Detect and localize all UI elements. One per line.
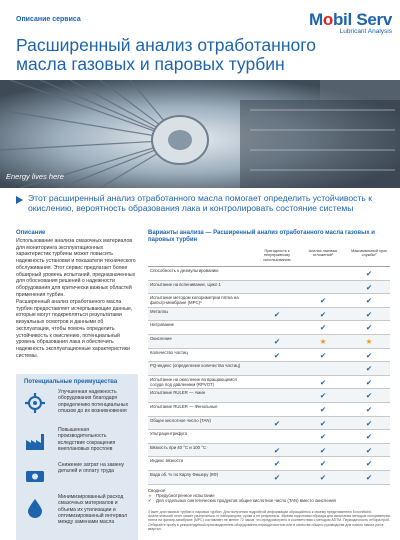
benefit-text: Минимизированный расход смазочных материалов и объема их утилизации и оптимизированный интервал между заменами масла xyxy=(58,494,128,526)
row-cell: ✔ xyxy=(273,445,281,455)
row-label: Металлы xyxy=(150,308,169,314)
table-row xyxy=(148,376,390,390)
row-cell: ✔ xyxy=(273,418,281,428)
row-label: Ультрацентрифуга xyxy=(150,431,188,437)
row-cell: ✔ xyxy=(365,282,373,292)
lead-arrow-icon xyxy=(16,196,23,204)
row-cell: ✔ xyxy=(273,309,281,319)
table-row xyxy=(148,308,390,322)
table-row xyxy=(148,362,390,376)
row-cell: ✔ xyxy=(319,323,327,333)
benefit-item xyxy=(16,427,138,465)
row-cell: ✔ xyxy=(319,404,327,414)
row-label: PQ-индекс (определение количества частиц) xyxy=(150,363,241,369)
tagline: Energy lives here xyxy=(6,172,64,181)
column-header: Пригодность к непрерывному использованию xyxy=(263,249,291,262)
column-header: Максимальный срок службы² xyxy=(351,249,387,258)
legend-check-text: Для отдельных синтетических продуктов общее кислотное число (TAN) вместо окисления xyxy=(156,498,336,504)
row-cell: ✔ xyxy=(319,445,327,455)
row-cell: ✔ xyxy=(319,432,327,442)
table-row xyxy=(148,457,390,471)
row-cell: ✔ xyxy=(365,418,373,428)
table-row xyxy=(148,267,390,281)
benefit-text: Улучшенная надежность оборудования благодаря определению потенциальных отказов до их возникновения xyxy=(58,389,129,414)
brand-suffix: Serv xyxy=(356,10,392,29)
table-row xyxy=(148,417,390,431)
benefit-text: Снижение затрат на замену деталей и оплату труда xyxy=(58,462,125,475)
row-cell: ✔ xyxy=(365,296,373,306)
description-heading: Описание xyxy=(16,230,46,236)
legend-check-row xyxy=(148,498,390,503)
star-icon: ★ xyxy=(148,493,152,499)
row-cell: ✔ xyxy=(365,404,373,414)
legend-heading: Сводное xyxy=(148,488,166,493)
row-cell: ✔ xyxy=(365,350,373,360)
legend xyxy=(148,488,390,504)
row-cell: ✔ xyxy=(319,472,327,482)
row-cell: ✔ xyxy=(319,391,327,401)
lead-text: Этот расширенный анализ отработанного масла помогает определить устойчивость к окислению, вероятность образования лака и контролировать состояние системы xyxy=(28,193,373,213)
row-cell: ★ xyxy=(365,336,373,346)
table-row xyxy=(148,430,390,444)
row-label: Общее кислотное число (TAN) xyxy=(150,417,211,423)
row-label: Окисление xyxy=(150,335,172,341)
money-icon xyxy=(24,465,46,487)
row-cell: ✔ xyxy=(319,418,327,428)
row-cell: ✔ xyxy=(319,350,327,360)
brand-prefix: Mobil xyxy=(308,10,352,29)
row-label: Нитрование xyxy=(150,322,175,328)
row-label: Испытание методом колориметрии пятна на фильтр-мембране (MPC)³ xyxy=(150,295,239,306)
row-cell: ✔ xyxy=(365,472,373,482)
table-header xyxy=(148,247,390,267)
row-label: Вязкость при 40 °C и 100 °C xyxy=(150,444,207,450)
table-row xyxy=(148,321,390,335)
footnotes: ¹Пакет для газовых турбин и паровых турбин. Для получения подробной информации обращайтесь к своему представителю ExxonMobil. Аналитический отчет может различаться от лаборатории, сроки и ее результаты. ²Время подготовки образца для испытания методом колориметрии пятна на фильтр-мембране (MPC) составляет не менее 72 часов, что предусмотрено в соответствии с методом ASTM. Периодичность отбора проб. Отбирайте пробу в рекомендуемой производителем оборудования периодичностью или в качестве общего руководства для нового масла раз в квартал. xyxy=(148,510,391,531)
table-row xyxy=(148,444,390,458)
benefit-text: Повышенная производительность вследствие сокращения внеплановых простоев xyxy=(58,427,116,452)
check-icon: ✔ xyxy=(148,498,152,504)
row-cell: ✔ xyxy=(365,391,373,401)
benefits-title: Потенциальные преимущества xyxy=(24,379,118,385)
row-cell: ✔ xyxy=(319,377,327,387)
row-label: Испытание на вспенивание, Цикл 1 xyxy=(150,281,221,287)
oil-drop-icon xyxy=(24,497,46,519)
row-cell: ✔ xyxy=(365,364,373,374)
row-cell: ✔ xyxy=(319,459,327,469)
row-cell: ✔ xyxy=(365,377,373,387)
brand-logo xyxy=(300,10,392,35)
row-cell: ✔ xyxy=(365,269,373,278)
legend-star-text: Предусмотренное испытание xyxy=(156,493,215,499)
benefits-panel xyxy=(16,374,138,540)
table-row xyxy=(148,335,390,349)
row-cell: ✔ xyxy=(273,336,281,346)
brand-subtitle: Lubricant Analysis xyxy=(339,28,392,35)
row-cell: ✔ xyxy=(273,472,281,482)
page-title: Расширенный анализ отработанного масла газовых и паровых турбин xyxy=(16,35,316,74)
analysis-table xyxy=(148,247,390,485)
row-cell: ✔ xyxy=(273,350,281,360)
row-label: Испытание на окисление во вращающемся сосуде под давлением (RPVOT) xyxy=(150,376,237,387)
service-label: Описание сервиса xyxy=(16,16,81,23)
row-cell: ✔ xyxy=(319,296,327,306)
row-label: Количество частиц xyxy=(150,349,188,355)
row-cell: ✔ xyxy=(365,459,373,469)
table-row xyxy=(148,281,390,295)
row-cell: ★ xyxy=(319,336,327,346)
description-paragraph-1: Использование анализа смазочных материалов для мониторинга эксплуатационных характеристик турбины может повысить надежность установки и показатели технического обслуживания. Этот сервис предлагает более обширный уровень испытаний, предназначенных для обоснования решений о надежности оборудования для критически важных областей применения турбин. xyxy=(16,238,136,298)
benefit-item xyxy=(16,389,138,427)
gear-icon xyxy=(24,392,46,414)
row-label: Вода об. % по Карлу Фишеру (КФ) xyxy=(150,471,219,477)
row-cell: ✔ xyxy=(365,432,373,442)
row-cell: ✔ xyxy=(365,445,373,455)
row-label: Индекс вязкости xyxy=(150,458,183,464)
row-cell: ✔ xyxy=(365,323,373,333)
table-row xyxy=(148,389,390,403)
row-label: Испытание RULER — Фенольные xyxy=(150,403,218,409)
table-row xyxy=(148,294,390,308)
table-row xyxy=(148,403,390,417)
description-paragraph-2: Расширенный анализ отработанного масла турбин предоставляет исчерпывающие данные, которые могут подкрепляться результатами визуальных осмотров и данными об эксплуатации, чтобы помочь определить устойчивость к окислению, потенциальный уровень образования лака и обеспечить надежность эксплуатационные характеристики системы. xyxy=(16,299,133,359)
table-title: Варианты анализа — Расширенный анализ отработанного масла газовых и паровых турбин xyxy=(148,230,375,243)
table-body xyxy=(148,267,390,485)
factory-icon xyxy=(24,430,46,452)
brand-name xyxy=(300,10,392,30)
row-cell: ✔ xyxy=(273,459,281,469)
row-label: Способность к деэмульгированию xyxy=(150,268,219,273)
row-cell: ✔ xyxy=(319,309,327,319)
row-cell: ✔ xyxy=(365,309,373,319)
column-header: Анализ лаковых отложений¹ xyxy=(308,249,338,258)
table-row xyxy=(148,349,390,363)
benefit-item xyxy=(16,494,138,532)
row-label: Испытание RULER — Амин xyxy=(150,390,206,396)
table-row xyxy=(148,471,390,485)
